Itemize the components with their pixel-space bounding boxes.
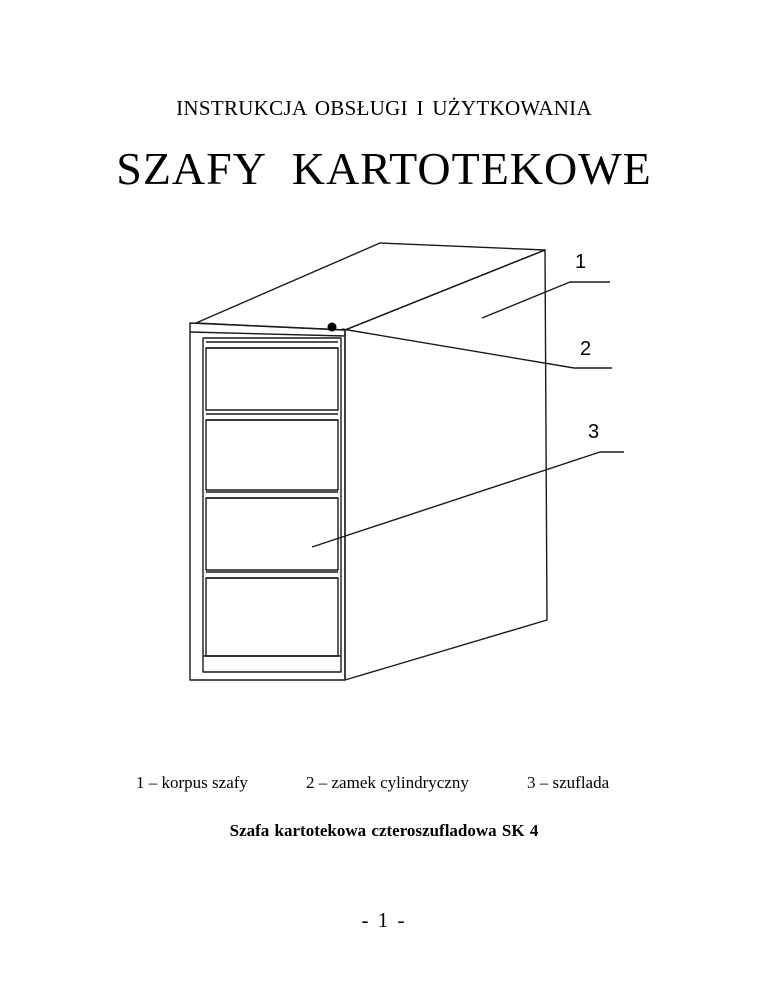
cabinet-side-face bbox=[345, 250, 547, 680]
document-subtitle: INSTRUKCJA OBSŁUGI I UŻYTKOWANIA bbox=[176, 96, 592, 120]
page-number: - 1 - bbox=[361, 908, 407, 932]
drawer-1 bbox=[206, 342, 338, 410]
callout-number-2: 2 bbox=[580, 338, 592, 360]
cylinder-lock-icon bbox=[328, 323, 337, 332]
cabinet-top-face bbox=[196, 243, 545, 330]
legend-item-zamek: 2 – zamek cylindryczny bbox=[306, 773, 469, 792]
cabinet-front-frame bbox=[190, 323, 345, 680]
document-title: SZAFY KARTOTEKOWE bbox=[116, 143, 652, 194]
leader-line-3 bbox=[312, 452, 624, 547]
callout-number-1: 1 bbox=[575, 251, 587, 273]
drawer-2 bbox=[206, 414, 338, 490]
drawer-4 bbox=[206, 572, 338, 656]
leader-line-2 bbox=[342, 329, 612, 368]
legend-item-korpus: 1 – korpus szafy bbox=[136, 773, 248, 792]
figure-caption: Szafa kartotekowa czteroszufladowa SK 4 bbox=[229, 821, 539, 840]
cabinet-front-inner bbox=[203, 338, 341, 672]
drawer-3 bbox=[206, 492, 338, 570]
legend-item-szuflada: 3 – szuflada bbox=[527, 773, 610, 792]
callout-number-3: 3 bbox=[588, 421, 600, 443]
